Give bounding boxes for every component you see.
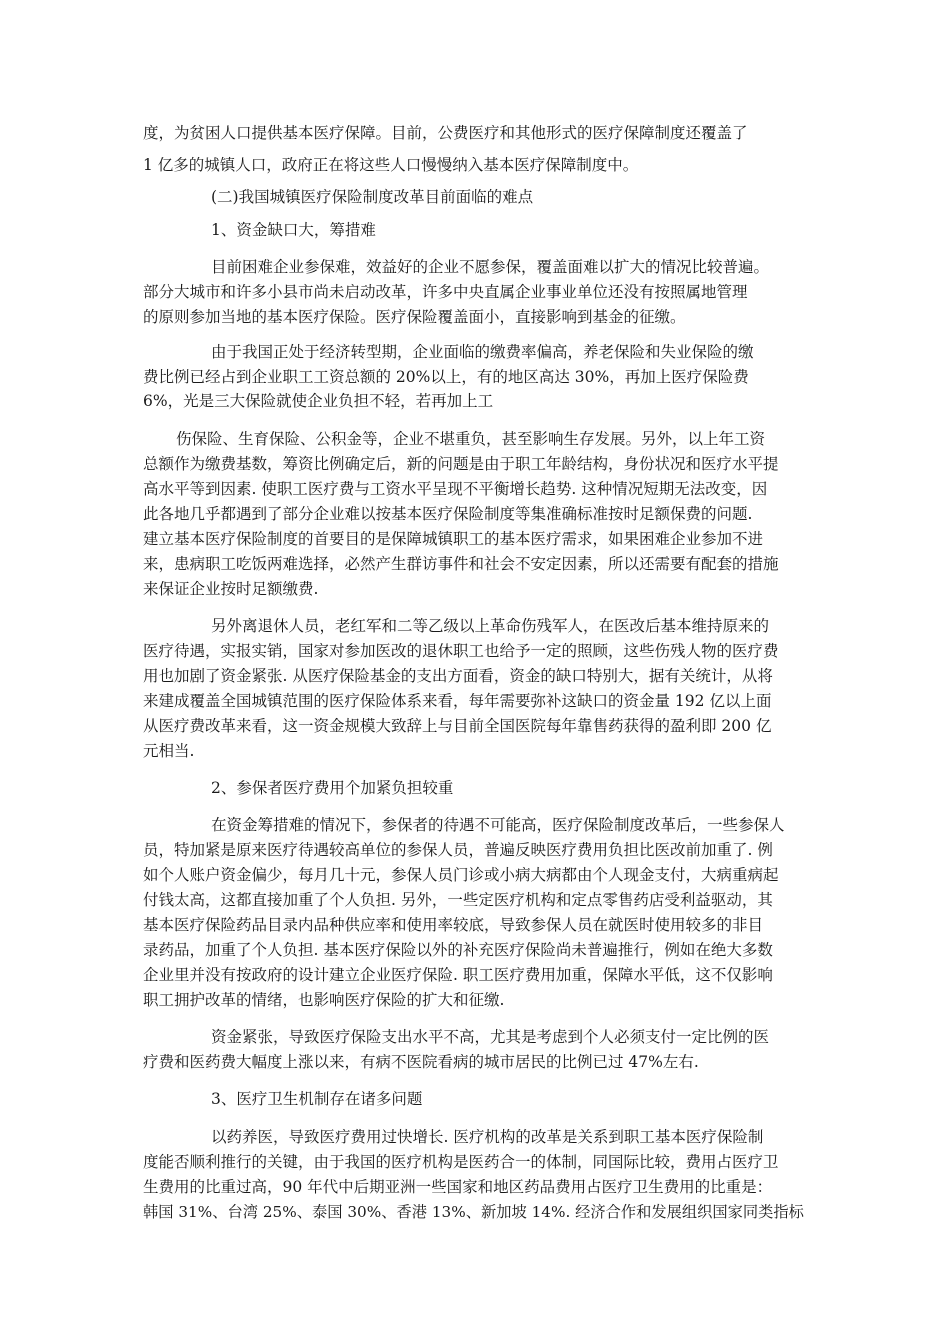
- text-line: 来，患病职工吃饭两难选择，必然产生群访事件和社会不安定因素，所以还需要有配套的措施: [143, 555, 779, 573]
- text-line: 的原则参加当地的基本医疗保险。医疗保险覆盖面小，直接影响到基金的征缴。: [143, 308, 686, 326]
- text-line: 由于我国正处于经济转型期，企业面临的缴费率偏高，养老保险和失业保险的缴: [211, 343, 754, 361]
- text-line: 疗费和医药费大幅度上涨以来，有病不医院看病的城市居民的比例已过 47%左右.: [143, 1053, 699, 1071]
- text-line: 部分大城市和许多小县市尚未启动改革，许多中央直属企业事业单位还没有按照属地管理: [143, 283, 748, 301]
- subsection-heading: 3、医疗卫生机制存在诸多问题: [211, 1090, 423, 1108]
- text-line: 从医疗费改革来看，这一资金规模大致辞上与目前全国医院每年靠售药获得的盈利即 200 亿: [143, 717, 772, 735]
- subsection-heading: 2、参保者医疗费用个加紧负担较重: [211, 779, 454, 797]
- text-line: 企业里并没有按政府的设计建立企业医疗保险. 职工医疗费用加重，保障水平低，这不仅影响: [143, 966, 773, 984]
- text-line: 生费用的比重过高，90 年代中后期亚洲一些国家和地区药品费用占医疗卫生费用的比重是：: [143, 1178, 773, 1196]
- text-line: 以药养医，导致医疗费用过快增长. 医疗机构的改革是关系到职工基本医疗保险制: [211, 1128, 764, 1146]
- text-line: 医疗待遇，实报实销，国家对参加医改的退休职工也给予一定的照顾，这些伤残人物的医疗费: [143, 642, 779, 660]
- text-line: 韩国 31%、台湾 25%、泰国 30%、香港 13%、新加坡 14%. 经济合作和发展组织国家同类指标: [143, 1203, 804, 1221]
- text-line: 此各地几乎都遇到了部分企业难以按基本医疗保险制度等集准确标准按时足额保费的问题.: [143, 505, 753, 523]
- text-line: 付钱太高，这都直接加重了个人负担. 另外，一些定医疗机构和定点零售药店受利益驱动，其: [143, 891, 773, 909]
- text-line: 元相当.: [143, 742, 195, 760]
- text-line: 另外离退休人员，老红军和二等乙级以上革命伤残军人，在医改后基本维持原来的: [211, 617, 770, 635]
- text-line: 费比例已经占到企业职工工资总额的 20%以上，有的地区高达 30%，再加上医疗保险费: [143, 368, 749, 386]
- text-line: 资金紧张，导致医疗保险支出水平不高，尤其是考虑到个人必须支付一定比例的医: [211, 1028, 770, 1046]
- text-line: 来保证企业按时足额缴费.: [143, 580, 319, 598]
- text-line: 如个人账户资金偏少，每月几十元，参保人员门诊或小病大病都由个人现金支付，大病重病起: [143, 866, 779, 884]
- text-line: 度，为贫困人口提供基本医疗保障。目前，公费医疗和其他形式的医疗保障制度还覆盖了: [143, 124, 748, 142]
- text-line: 目前困难企业参保难，效益好的企业不愿参保，覆盖面难以扩大的情况比较普遍。: [211, 258, 770, 276]
- text-line: 高水平等到因素. 使职工医疗费与工资水平呈现不平衡增长趋势. 这种情况短期无法改变，因: [143, 480, 768, 498]
- subsection-heading: 1、资金缺口大，筹措难: [211, 221, 376, 239]
- text-line: 总额作为缴费基数，筹资比例确定后，新的问题是由于职工年龄结构，身份状况和医疗水平提: [143, 455, 779, 473]
- text-line: 1 亿多的城镇人口，政府正在将这些人口慢慢纳入基本医疗保障制度中。: [143, 156, 639, 174]
- text-line: 用也加剧了资金紧张. 从医疗保险基金的支出方面看，资金的缺口特别大，据有关统计，从将: [143, 667, 773, 685]
- text-line: 在资金筹措难的情况下，参保者的待遇不可能高，医疗保险制度改革后，一些参保人: [211, 816, 785, 834]
- text-line: 职工拥护改革的情绪，也影响医疗保险的扩大和征缴.: [143, 991, 505, 1009]
- text-line: 来建成覆盖全国城镇范围的医疗保险体系来看，每年需要弥补这缺口的资金量 192 亿以上面: [143, 692, 772, 710]
- text-line: 员，特加紧是原来医疗待遇较高单位的参保人员，普遍反映医疗费用负担比医改前加重了. 例: [143, 841, 773, 859]
- text-line: 录药品，加重了个人负担. 基本医疗保险以外的补充医疗保险尚未普遍推行，例如在绝大多数: [143, 941, 773, 959]
- section-heading: (二)我国城镇医疗保险制度改革目前面临的难点: [211, 188, 534, 206]
- text-line: 建立基本医疗保险制度的首要目的是保障城镇职工的基本医疗需求，如果困难企业参加不进: [143, 530, 764, 548]
- text-line: 6%，光是三大保险就使企业负担不轻，若再加上工: [143, 392, 494, 410]
- text-line: 度能否顺利推行的关键，由于我国的医疗机构是医药合一的体制，同国际比较，费用占医疗卫: [143, 1153, 779, 1171]
- text-line: 基本医疗保险药品目录内品种供应率和使用率较底，导致参保人员在就医时使用较多的非目: [143, 916, 764, 934]
- text-line: 伤保险、生育保险、公积金等，企业不堪重负，甚至影响生存发展。另外，以上年工资: [176, 430, 766, 448]
